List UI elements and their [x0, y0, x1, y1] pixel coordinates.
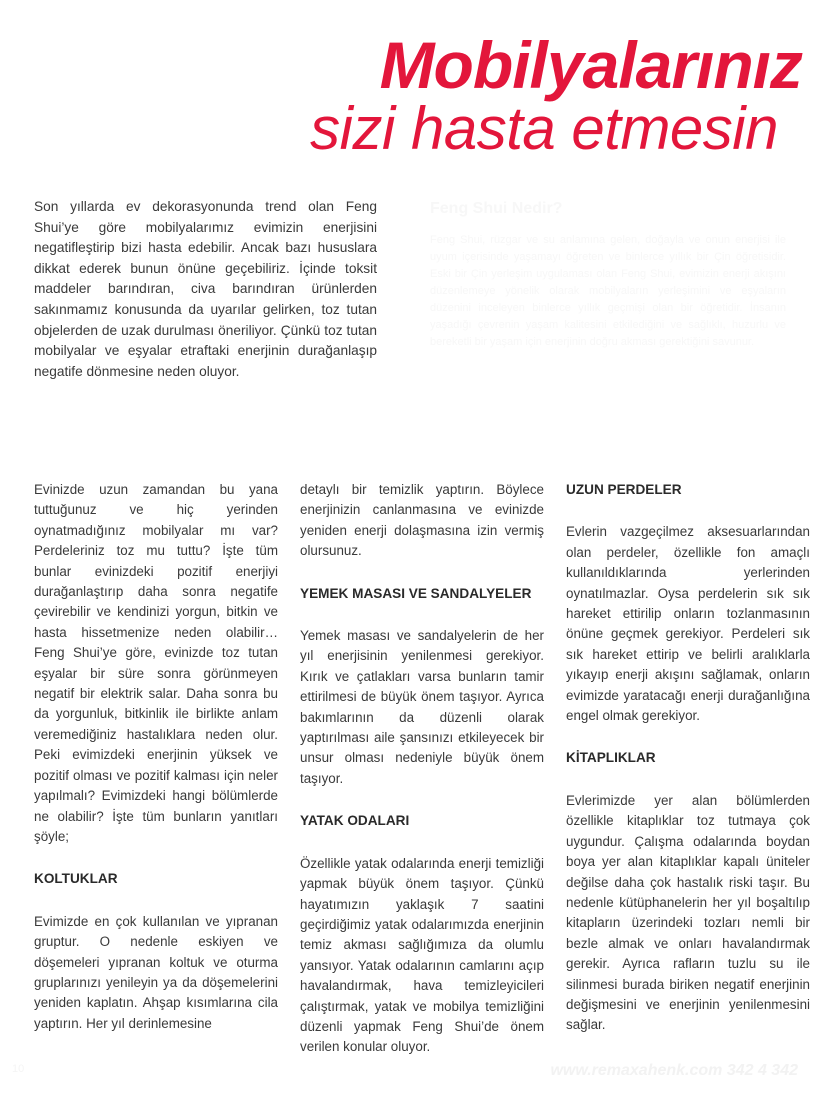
column-2-paragraph-2: Yemek masası ve sandalyelerin de her yıl enerjisinin yenilenmesi gerekiyor. Kırık ve çatlakları varsa bunların tamir ettirilmesi de büyük önem taşıyor. Ayrıca bakımlarının da düzenli olarak yaptırılması aile şansınızı etkileyecek bir unsur olması nedeniyle büyük önem taşıyor. [300, 628, 544, 786]
page-number: 10 [12, 1063, 25, 1075]
footer-website: www.remaxahenk.com 342 4 342 [550, 1062, 798, 1079]
section-heading-yemek-masasi: YEMEK MASASI VE SANDALYELER [300, 585, 532, 601]
column-2 [300, 480, 544, 1080]
sidebar-heading: Feng Shui Nedir? [430, 200, 563, 217]
sidebar-body: Feng Shui, rüzgar ve su anlamına gelen, doğayla ve onun enerjisi ile uyum içerisinde yaşamayı öğreten ve binlerce yıllık bir Çin öğretisidir. Eski bir Çin yerleşim uygulaması olan Feng Shui, evimizin enerji akışını düzenlemeye yönelik olarak mobilyaların yerleşimini ve eşyaların düzenini inceleyen binlerce yıllık geçmişi olan bir öğretidir. İnsanın yaşadığı çevrenin yaşam kalitesini etkilediğini ve sağlıklı, huzurlu ve bereketli bir yaşam için enerjinin doğru akması gerektiğini savunur. [430, 234, 786, 348]
column-1-paragraph-1: Evinizde uzun zamandan bu yana tuttuğunuz ve hiç yerinden oynatmadığınız mobilyalar mı var? Perdeleriniz toz mu tuttu? İşte tüm bunlar evinizdeki pozitif enerjiyi durağanlaştırıp daha sonra negatife çevirebilir ve kendinizi yorgun, bitkin ve hasta hissetmenize neden olabilir… Feng Shui’ye göre, evinizde toz tutan eşyalar bir süre sonra görünmeyen negatif bir elektrik salar. Daha sonra bu da yorgunluk, bitkinlik ile birlikte anlam veremediğiniz hastalıklara neden olur. Peki evimizdeki enerjinin yüksek ve pozitif olması ve pozitif kalması için neler yapılmalı? Evimizdeki hangi bölümlerde ne olabilir? İşte tüm bunların yanıtları şöyle; [34, 482, 278, 844]
feng-shui-sidebar [430, 200, 786, 351]
article-title-line-2: sizi hasta etmesin [310, 95, 778, 162]
section-heading-koltuklar: KOLTUKLAR [34, 871, 118, 887]
column-3 [566, 480, 810, 1058]
column-2-paragraph-3: Özellikle yatak odalarında enerji temizliği yapmak büyük önem taşıyor. Çünkü hayatımızın yaklaşık 7 saatini geçirdiğimiz yatak odalarımızda enerjinin temiz akması sağlığımıza da olumlu yansıyor. Yatak odalarının camlarını açıp havalandırmak, hava temizleyicileri çalıştırmak, yatak ve mobilya temizliğini düzenli yapmak Feng Shui’de önem verilen konular oluyor. [300, 855, 544, 1055]
column-3-paragraph-1: Evlerin vazgeçilmez aksesuarlarından olan perdeler, özellikle fon amaçlı kullanıldıklarında yerlerinden oynatılmazlar. Oysa perdelerin sık sık hareket ettirilip onların tozlanmasının önüne geçmek gerekiyor. Perdeleri sık sık hareket ettirip ve belirli aralıklarla yıkayıp enerji akışını sağlamak, onların evimizde yaratacağı enerji durağanlığına engel olmak gerekiyor. [566, 524, 810, 724]
column-3-paragraph-2: Evlerimizde yer alan bölümlerden özellikle kitaplıklar toz tutmaya çok uygundur. Çalışma odalarında boydan boya yer alan kitaplıklar kapalı üniteler değilse daha çok hastalık riski taşır. Bu nedenle kütüphanelerin her yıl boşaltılıp kitapların üzerindeki tozları nemli bir bezle almak ve onları havalandırmak gerekir. Ayrıca rafların tuzlu su ile silinmesi burada biriken negatif enerjinin değişmesini ve enerjinin yenilenmesini sağlar. [566, 792, 810, 1033]
section-heading-kitapliklar: KİTAPLIKLAR [566, 750, 656, 766]
intro-paragraph: Son yıllarda ev dekorasyonunda trend olan Feng Shui’ye göre mobilyalarımız evimizin enerjisini negatifleştirip bizi hasta edebilir. Ancak bazı hususlara dikkat ederek bunun önüne geçebiliriz. İçinde toksit maddeler barındıran, civa barındıran ürünlerden sakınmamız konusunda da uyarılar gelirken, toz tutan objelerden de uzak durulması öneriliyor. Çünkü toz tutan mobilyalar ve eşyalar etraftaki enerjinin durağanlaşıp negatife dönmesine neden oluyor. [34, 199, 377, 379]
column-2-paragraph-1: detaylı bir temizlik yaptırın. Böylece enerjinizin canlanmasına ve evinizde yeniden enerji dolaşmasına izin vermiş olursunuz. [300, 482, 544, 559]
article-title-line-1: Mobilyalarınız [379, 28, 802, 102]
section-heading-yatak-odalari: YATAK ODALARI [300, 813, 410, 829]
column-1-paragraph-2: Evimizde en çok kullanılan ve yıpranan gruptur. O nedenle eskiyen ve döşemeleri yıpranan koltuk ve oturma gruplarınızı yenileyin ya da döşemelerini yeniden kaplatın. Ahşap kısımlarına cila yaptırın. Her yıl derinlemesine [34, 913, 278, 1031]
column-1 [34, 480, 278, 1056]
section-heading-uzun-perdeler: UZUN PERDELER [566, 482, 682, 497]
